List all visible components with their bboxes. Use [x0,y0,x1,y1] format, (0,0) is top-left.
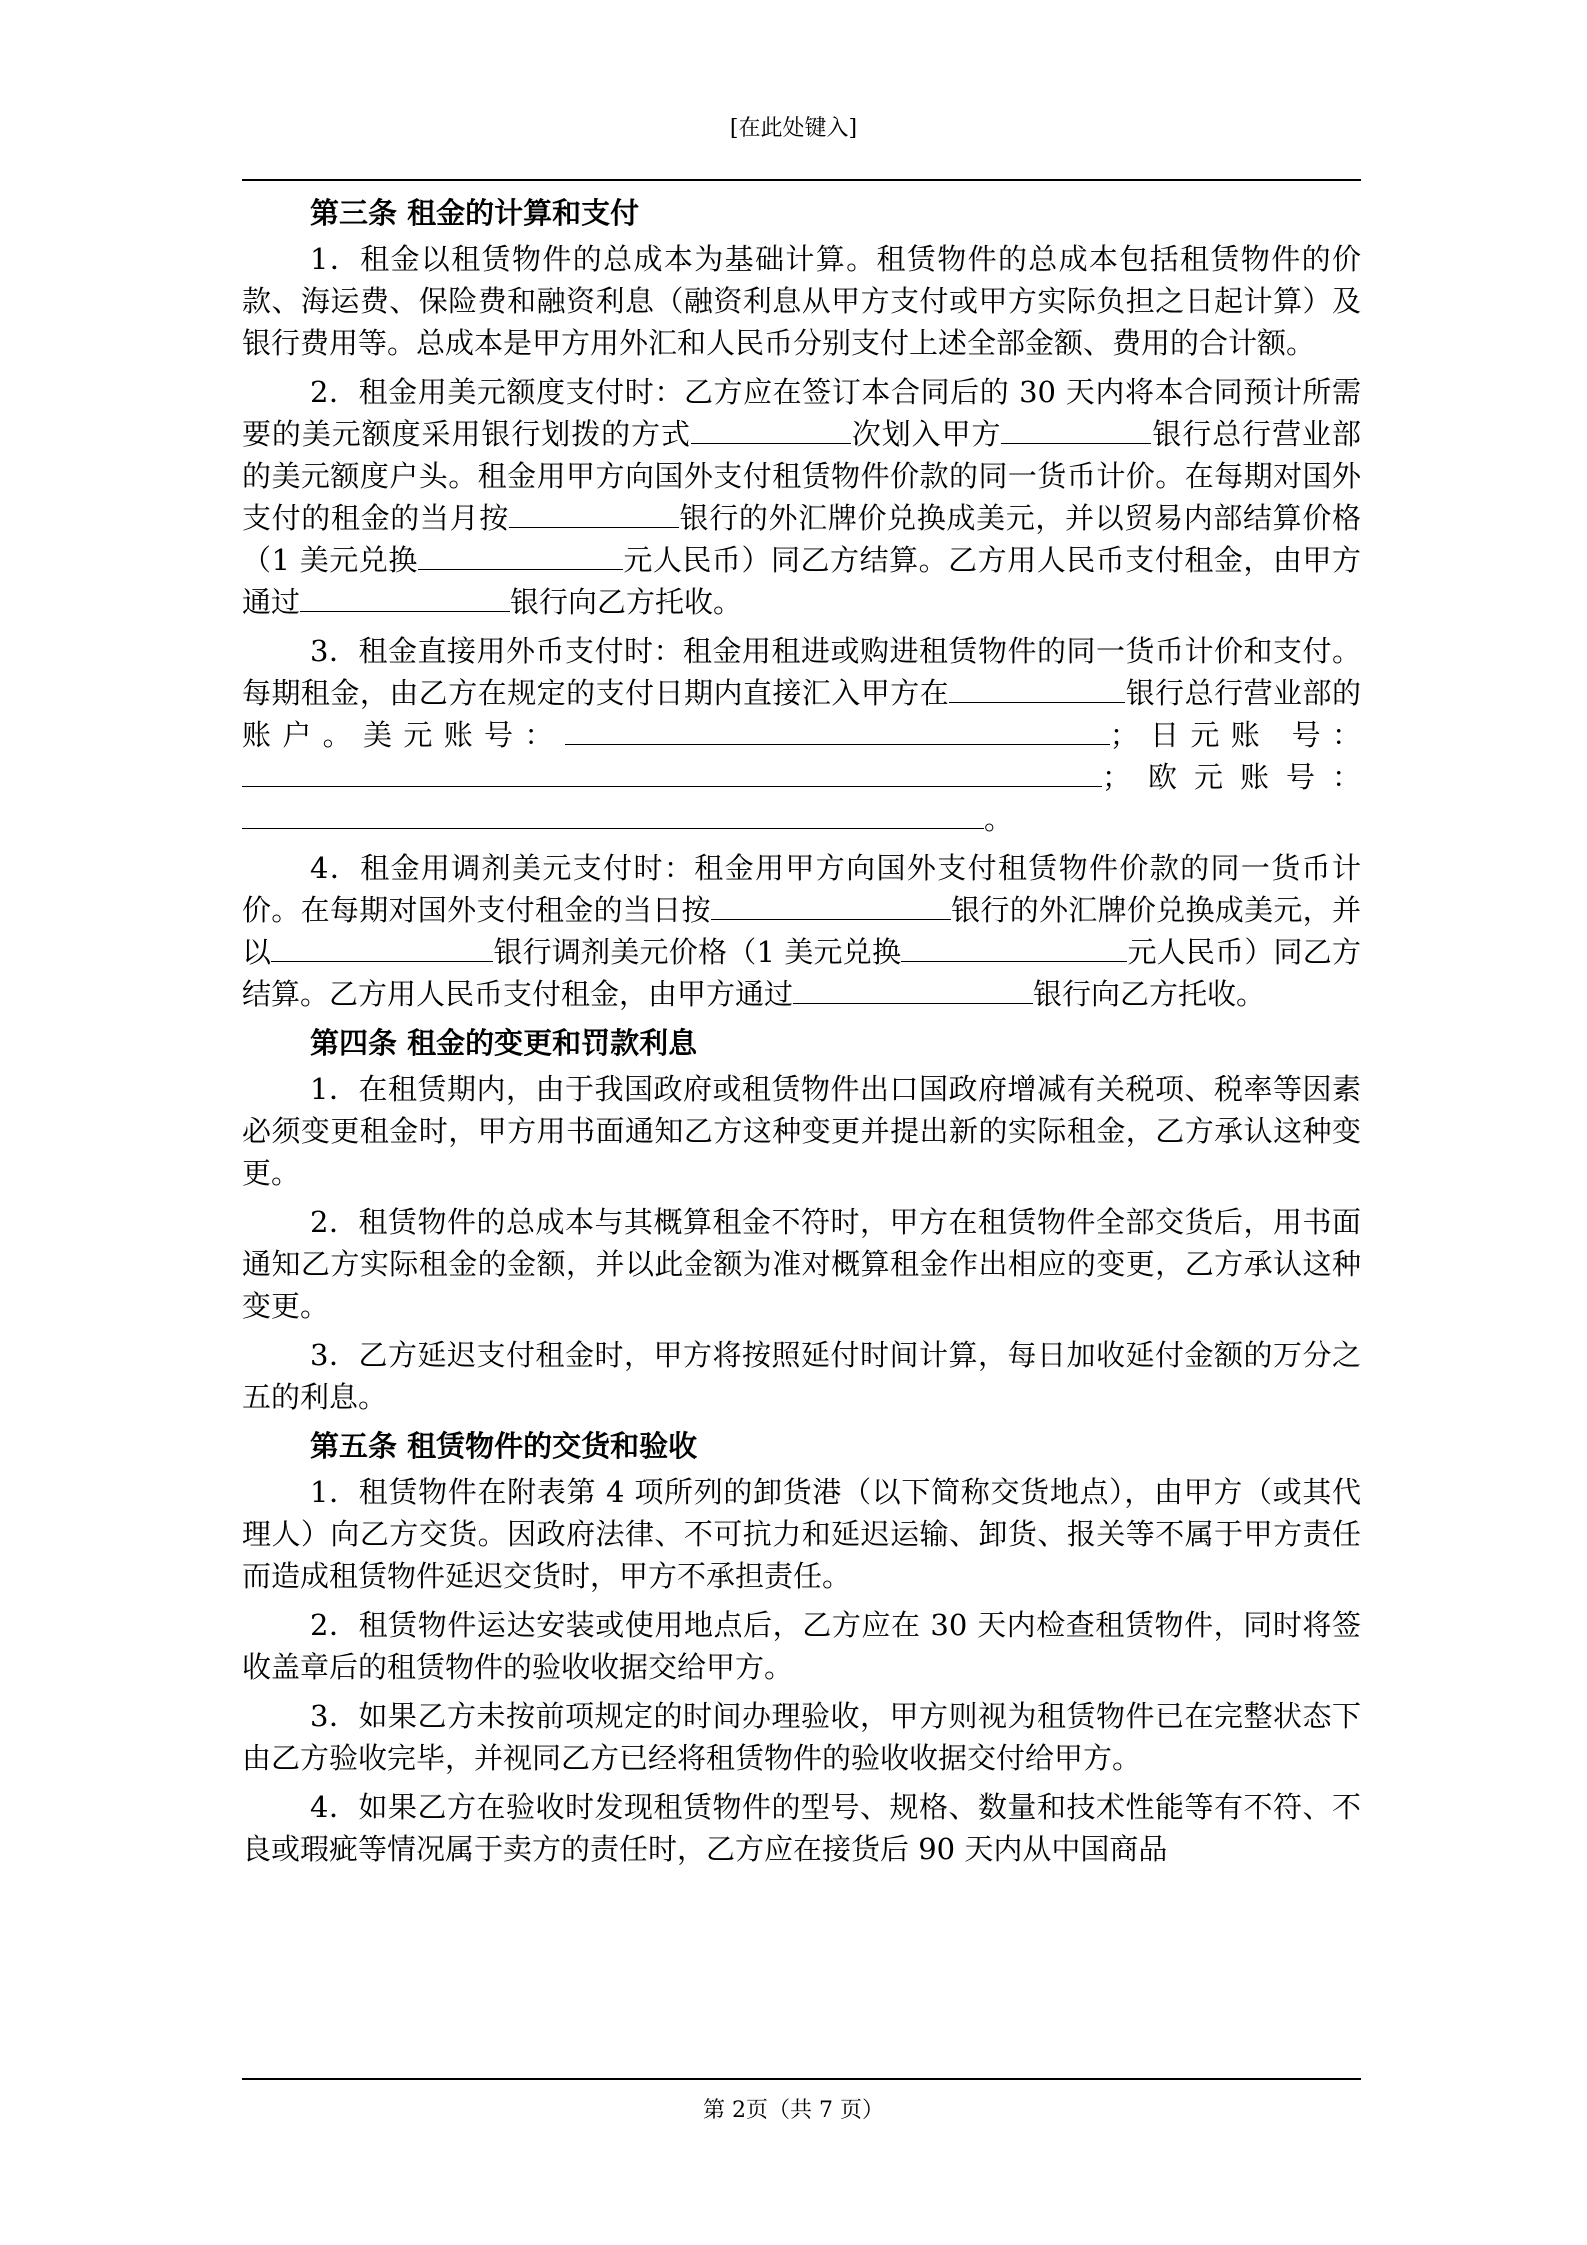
fill-in-blank[interactable] [793,975,1033,1004]
fill-in-blank[interactable] [901,933,1127,962]
fill-in-blank[interactable] [711,891,951,920]
clause-text: 银行向乙方托收。 [510,585,743,619]
clause-text: 银行调剂美元价格（1 美元兑换 [493,935,902,969]
clause-text: 元人民币）同乙方结算。乙方用人民币支付租金，由甲方通过 [242,935,1361,1011]
article-3-clause-1: 1．租金以租赁物件的总成本为基础计算。租赁物件的总成本包括租赁物件的价款、海运费、保险费和融资利息（融资利息从甲方支付或甲方实际负担之日起计算）及银行费用等。总成本是甲方用外汇和人民币分别支付上述全部金额、费用的合计额。 [242,242,1361,360]
fill-in-blank[interactable] [300,583,510,612]
clause-text: 银行总行营业部的美元额度户头。租金用甲方向国外支付租赁物件价款的同一货币计价。在每期对国外支付的租金的当月按 [242,417,1361,535]
clause-text: 3．租金直接用外币支付时：租金用租进或购进租赁物件的同一货币计价和支付。每期租金，由乙方在规定的支付日期内直接汇入甲方在 [242,634,1361,710]
article-3-clause-4 [242,847,1361,1015]
article-4-clause-1: 1．在租赁期内，由于我国政府或租赁物件出口国政府增减有关税项、税率等因素必须变更租金时，甲方用书面通知乙方这种变更并提出新的实际租金，乙方承认这种变更。 [242,1072,1361,1190]
article-3-heading: 第三条 租金的计算和支付 [310,196,640,230]
article-5-clause-4: 4．如果乙方在验收时发现租赁物件的型号、规格、数量和技术性能等有不符、不良或瑕疵等情况属于卖方的责任时，乙方应在接货后 90 天内从中国商品 [242,1790,1361,1866]
article-5-heading: 第五条 租赁物件的交货和验收 [310,1429,698,1463]
document-body [242,190,1361,1870]
article-4-clause-3: 3．乙方延迟支付租金时，甲方将按照延付时间计算，每日加收延付金额的万分之五的利息。 [242,1338,1361,1414]
article-5-clause-2: 2．租赁物件运达安装或使用地点后，乙方应在 30 天内检查租赁物件，同时将签收盖章后的租赁物件的验收收据交给甲方。 [242,1608,1361,1684]
clause-text: 银行总行营业部的账户。美元账号： [242,676,1361,752]
clause-text: ；日元账 号： [1109,718,1361,752]
clause-text: 银行的外汇牌价兑换成美元，并以 [242,893,1361,969]
fill-in-blank[interactable] [949,674,1125,703]
usd-account-blank[interactable] [565,716,1110,745]
article-5-clause-3: 3．如果乙方未按前项规定的时间办理验收，甲方则视为租赁物件已在完整状态下由乙方验收完毕，并视同乙方已经将租赁物件的验收收据交付给甲方。 [242,1699,1361,1775]
header-divider [242,179,1361,181]
clause-text: 2．租金用美元额度支付时：乙方应在签订本合同后的 30 天内将本合同预计所需要的美元额度采用银行划拨的方式 [242,375,1361,451]
page-header: [在此处键入] [729,116,858,141]
article-3-clause-2 [242,371,1361,623]
clause-text: 银行向乙方托收。 [1033,977,1266,1011]
eur-account-blank[interactable] [242,800,984,829]
footer-divider [242,2078,1361,2080]
fill-in-blank[interactable] [1001,415,1151,444]
article-5-clause-1: 1．租赁物件在附表第 4 项所列的卸货港（以下简称交货地点），由甲方（或其代理人）向乙方交货。因政府法律、不可抗力和延迟运输、卸货、报关等不属于甲方责任而造成租赁物件延迟交货时，甲方不承担责任。 [242,1475,1361,1593]
clause-text: 次划入甲方 [850,417,1002,451]
clause-text: ；欧元账号： [1102,760,1361,794]
page-number: 第 2页（共 7 页） [703,2098,884,2123]
article-4-heading: 第四条 租金的变更和罚款利息 [310,1026,698,1060]
jpy-account-blank[interactable] [242,758,1102,787]
fill-in-blank[interactable] [509,499,679,528]
clause-text: 银行的外汇牌价兑换成美元，并以贸易内部结算价格（1 美元兑换 [242,501,1361,577]
article-4-clause-2: 2．租赁物件的总成本与其概算租金不符时，甲方在租赁物件全部交货后，用书面通知乙方实际租金的金额，并以此金额为准对概算租金作出相应的变更，乙方承认这种变更。 [242,1205,1361,1323]
article-3-clause-3 [242,630,1361,840]
clause-text: 4．租金用调剂美元支付时：租金用甲方向国外支付租赁物件价款的同一货币计价。在每期对国外支付租金的当日按 [242,851,1361,927]
fill-in-blank[interactable] [691,415,851,444]
fill-in-blank[interactable] [418,541,623,570]
clause-text: 元人民币）同乙方结算。乙方用人民币支付租金，由甲方通过 [242,543,1361,619]
clause-text: 。 [984,802,1014,836]
fill-in-blank[interactable] [271,933,493,962]
